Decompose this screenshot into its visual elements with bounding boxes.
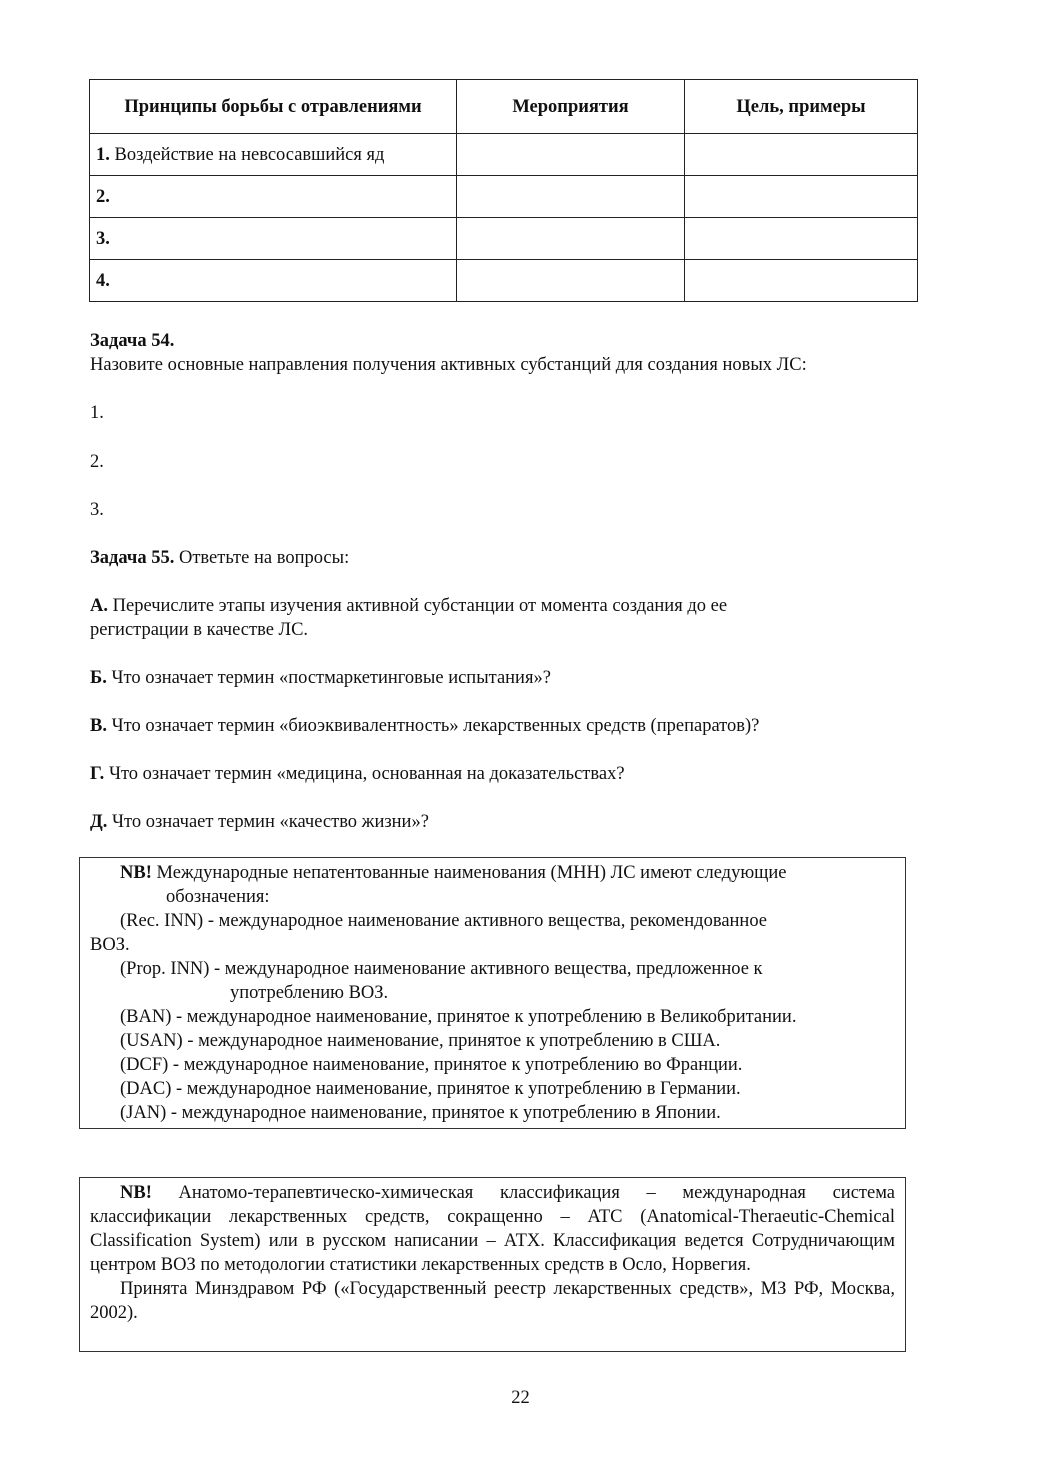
question-letter: Г. — [90, 764, 105, 784]
nb-atc-para — [90, 1181, 895, 1277]
nb-jan: (JAN) - международное наименование, принятое к употреблению в Японии. — [120, 1103, 721, 1123]
nb-atc-para2: Принята Минздравом РФ («Государственный реестр лекарственных средств», МЗ РФ, Москва, 2002). — [90, 1279, 895, 1323]
task55-heading — [90, 546, 920, 570]
table-cell — [685, 218, 918, 260]
question-letter: Б. — [90, 668, 107, 688]
question-g — [90, 762, 920, 786]
nb-dcf: (DCF) - международное наименование, принятое к употреблению во Франции. — [120, 1055, 743, 1075]
row-number: 4. — [96, 270, 110, 291]
question-v — [90, 714, 920, 738]
question-a — [90, 594, 920, 642]
nb-usan: (USAN) - международное наименование, принятое к употреблению в США. — [120, 1031, 721, 1051]
task54-item: 1. — [90, 403, 104, 423]
nb-ban: (BAN) - международное наименование, принятое к употреблению в Великобритании. — [120, 1007, 797, 1027]
table-cell — [457, 218, 685, 260]
table-row — [90, 260, 918, 302]
task54-item: 2. — [90, 452, 104, 472]
table-header-row — [90, 80, 918, 134]
task54-item: 3. — [90, 500, 104, 520]
table-cell — [685, 260, 918, 302]
question-text: Что означает термин «качество жизни»? — [107, 812, 429, 832]
nb-prop-inn: (Prop. INN) - международное наименование активного вещества, предложенное к — [120, 959, 763, 979]
table-cell — [90, 260, 457, 302]
table-row — [90, 134, 918, 176]
poisoning-principles-table — [89, 79, 918, 302]
nb-dac: (DAC) - международное наименование, принятое к употреблению в Германии. — [120, 1079, 741, 1099]
table-cell — [457, 260, 685, 302]
page-number: 22 — [511, 1388, 530, 1408]
question-letter: А. — [90, 596, 108, 616]
question-b — [90, 666, 920, 690]
task54-prompt: Назовите основные направления получения активных субстанций для создания новых ЛС: — [90, 355, 807, 375]
nb-rec-inn: (Rec. INN) - международное наименование активного вещества, рекомендованное — [120, 911, 768, 931]
table-cell — [90, 176, 457, 218]
table-cell — [90, 218, 457, 260]
question-text: Что означает термин «биоэквивалентность» лекарственных средств (препаратов)? — [106, 716, 760, 736]
question-text: Перечислите этапы изучения активной субстанции от момента создания до ее — [108, 596, 728, 616]
question-letter: Д. — [90, 812, 108, 832]
nb-label: NB! — [120, 1183, 152, 1203]
row-number: 1. — [96, 144, 110, 165]
table-cell — [457, 134, 685, 176]
table-header-cell: Мероприятия — [457, 80, 685, 134]
table-header-cell: Цель, примеры — [685, 80, 918, 134]
table-cell — [685, 176, 918, 218]
nb-rec-inn-cont: ВОЗ. — [90, 935, 130, 955]
task55-prompt: Ответьте на вопросы: — [174, 548, 350, 568]
nb-atc-box — [79, 1177, 906, 1352]
row-number: 3. — [96, 228, 110, 249]
question-text-cont: регистрации в качестве ЛС. — [90, 620, 309, 640]
question-text: Что означает термин «постмаркетинговые испытания»? — [106, 668, 551, 688]
nb-intro-cont: обозначения: — [166, 887, 270, 907]
question-letter: В. — [90, 716, 107, 736]
table-cell — [90, 134, 457, 176]
question-d — [90, 810, 920, 834]
table-header-cell: Принципы борьбы с отравлениями — [90, 80, 457, 134]
table-row — [90, 176, 918, 218]
nb-atc-text: Анатомо-терапевтическо-химическая классификация – международная система классификации лекарственных средств, сокращенно – ATC (Anatomical-Theraeutic-Chemical Classification System) или в русском написании – АТХ. Классификация ведется Сотрудничающим центром ВОЗ по методологии статистики лекарственных средств в Осло, Норвегия. — [90, 1183, 895, 1275]
table-cell — [457, 176, 685, 218]
task54-title: Задача 54. — [90, 331, 175, 351]
table-cell — [685, 134, 918, 176]
nb-prop-inn-cont: употреблению ВОЗ. — [230, 983, 389, 1003]
table-row — [90, 218, 918, 260]
nb-intro-text: Международные непатентованные наименования (МНН) ЛС имеют следующие — [151, 863, 787, 883]
nb-inn-box — [79, 857, 906, 1129]
nb-label: NB! — [120, 863, 152, 883]
row-number: 2. — [96, 186, 110, 207]
row-text: Воздействие на невсосавшийся яд — [109, 144, 385, 165]
nb-intro — [90, 861, 895, 885]
task55-title: Задача 55. — [90, 548, 175, 568]
question-text: Что означает термин «медицина, основанная на доказательствах? — [104, 764, 625, 784]
